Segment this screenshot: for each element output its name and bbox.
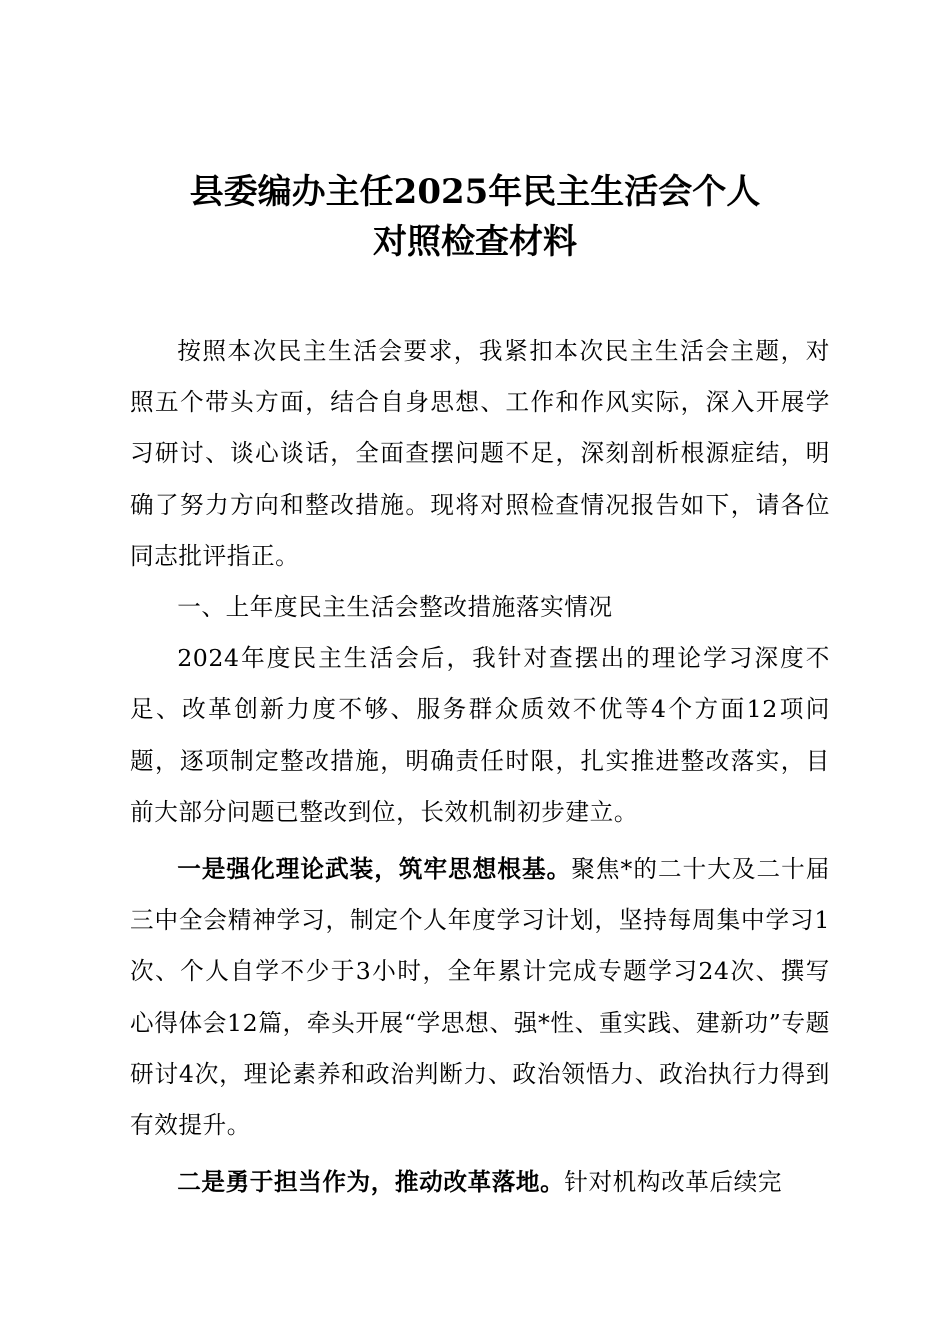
item-1-lead: 一是强化理论武装，筑牢思想根基。 [177, 855, 572, 884]
section-1-paragraph: 2024年度民主生活会后，我针对查摆出的理论学习深度不足、改革创新力度不够、服务群众质效不优等4个方面12项问题，逐项制定整改措施，明确责任时限，扎实推进整改落实，目前大部分问题已整改到位，长效机制初步建立。 [130, 644, 830, 826]
item-1-paragraph [130, 844, 830, 1151]
item-1-text: 聚焦*的二十大及二十届三中全会精神学习，制定个人年度学习计划，坚持每周集中学习1次、个人自学不少于3小时，全年累计完成专题学习24次、撰写心得体会12篇，牵头开展“学思想、强*性、重实践、建新功”专题研讨4次，理论素养和政治判断力、政治领悟力、政治执行力得到有效提升。 [130, 855, 830, 1140]
document-title-line-1: 县委编办主任2025年民主生活会个人 [189, 172, 761, 212]
section-1-heading: 一、上年度民主生活会整改措施落实情况 [177, 593, 613, 622]
item-2-lead: 二是勇于担当作为，推动改革落地。 [177, 1168, 565, 1197]
item-2-text: 针对机构改革后续完 [564, 1168, 783, 1197]
item-2-paragraph [130, 1157, 830, 1208]
document-title-line-2: 对照检查材料 [373, 222, 577, 262]
document-body [130, 326, 830, 1208]
intro-paragraph: 按照本次民主生活会要求，我紧扣本次民主生活会主题，对照五个带头方面，结合自身思想、工作和作风实际，深入开展学习研讨、谈心谈话，全面查摆问题不足，深刻剖析根源症结，明确了努力方向和整改措施。现将对照检查情况报告如下，请各位同志批评指正。 [130, 337, 830, 570]
